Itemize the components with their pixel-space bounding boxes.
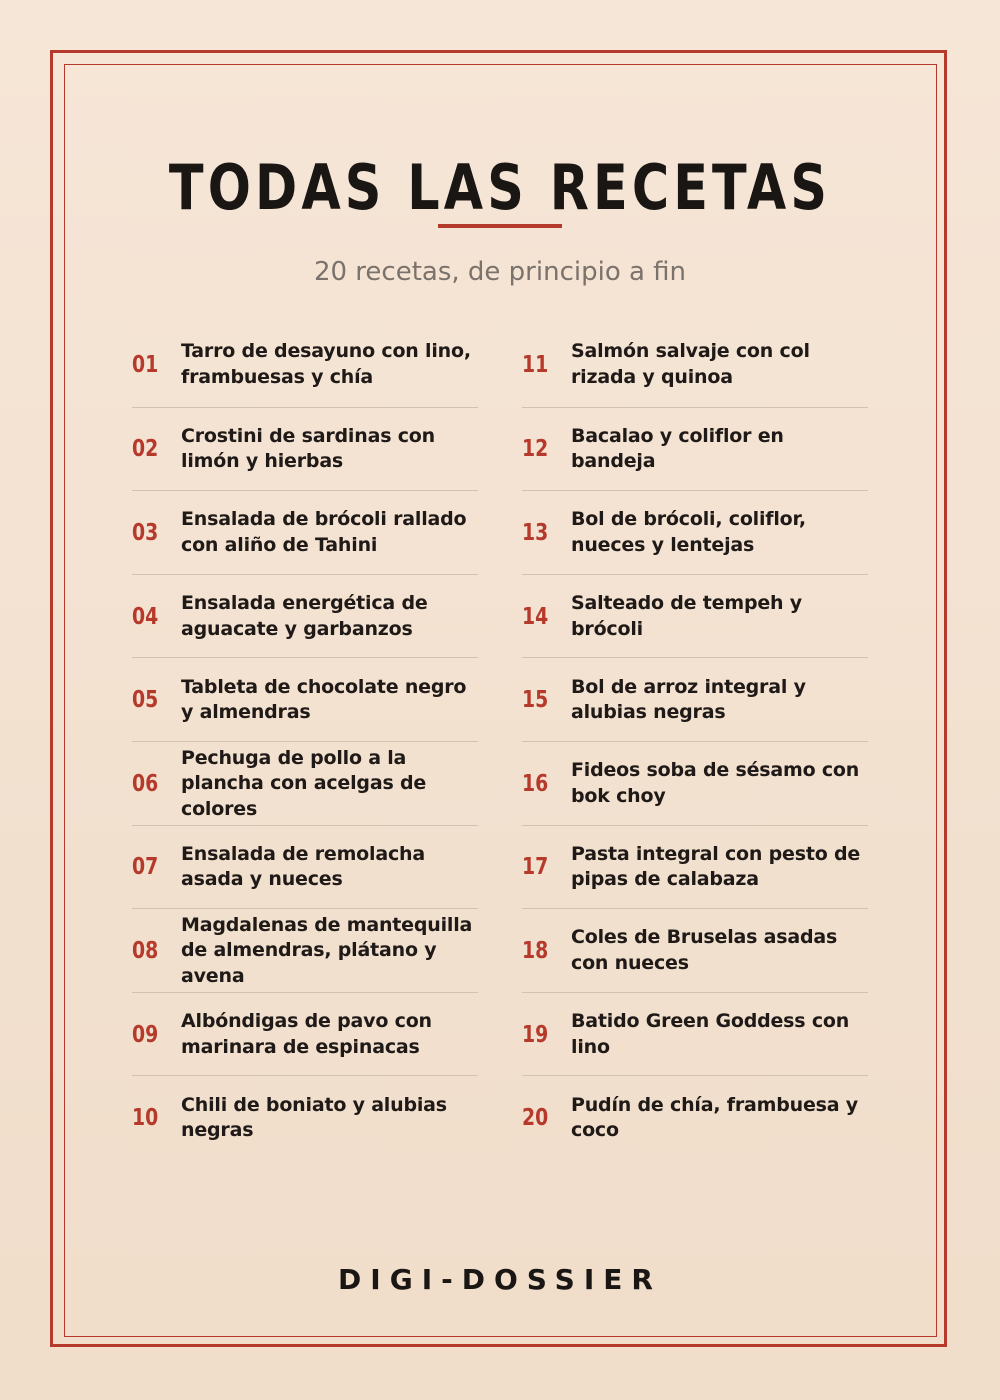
recipe-name: Pudín de chía, frambuesa y coco — [571, 1093, 858, 1142]
recipe-number: 13 — [522, 519, 549, 546]
recipe-name: Albóndigas de pavo con marinara de espinacas — [181, 1010, 432, 1058]
recipe-name: Salmón salvaje con col rizada y quinoa — [571, 340, 810, 388]
recipe-item — [132, 574, 478, 658]
recipe-number: 19 — [522, 1021, 549, 1048]
recipe-name: Ensalada de remolacha asada y nueces — [181, 842, 425, 891]
recipe-item — [522, 1075, 868, 1159]
recipe-item — [522, 992, 868, 1076]
recipe-list-left — [132, 323, 478, 1159]
recipe-name: Ensalada energética de aguacate y garbanzos — [181, 592, 428, 640]
recipe-number: 02 — [132, 436, 159, 463]
recipe-list-right — [522, 323, 868, 1159]
recipe-item — [132, 908, 478, 992]
recipe-name: Salteado de tempeh y brócoli — [571, 592, 802, 640]
recipe-name: Pechuga de pollo a la plancha con acelgas de colores — [181, 746, 427, 820]
recipe-name: Pasta integral con pesto de pipas de calabaza — [571, 842, 861, 891]
recipe-name: Bol de arroz integral y alubias negras — [571, 675, 806, 724]
recipe-item — [522, 574, 868, 658]
recipe-item — [522, 741, 868, 825]
recipe-name: Magdalenas de mantequilla de almendras, plátano y avena — [181, 913, 473, 987]
recipe-number: 05 — [132, 687, 159, 714]
recipe-name: Chili de boniato y alubias negras — [181, 1093, 447, 1142]
page-title: TODAS LAS RECETAS — [168, 151, 832, 224]
recipe-item — [132, 490, 478, 574]
page-subtitle: 20 recetas, de principio a fin — [313, 257, 687, 287]
recipe-name: Fideos soba de sésamo con bok choy — [571, 759, 860, 807]
recipe-item — [522, 908, 868, 992]
recipe-item — [132, 657, 478, 741]
recipe-number: 15 — [522, 687, 549, 714]
recipe-number: 10 — [132, 1105, 159, 1132]
recipe-number: 03 — [132, 519, 159, 546]
recipe-number: 18 — [522, 937, 549, 964]
recipe-name: Tarro de desayuno con lino, frambuesas y chía — [181, 340, 471, 388]
recipe-name: Bol de brócoli, coliflor, nueces y lentejas — [571, 508, 806, 556]
recipe-name: Batido Green Goddess con lino — [571, 1010, 850, 1058]
recipe-number: 14 — [522, 603, 549, 630]
recipe-number: 06 — [132, 770, 159, 797]
recipe-number: 16 — [522, 770, 549, 797]
recipe-item — [522, 490, 868, 574]
recipe-item — [132, 992, 478, 1076]
recipe-item — [522, 825, 868, 909]
recipe-name: Ensalada de brócoli rallado con aliño de Tahini — [181, 508, 467, 556]
recipe-item — [522, 407, 868, 491]
recipe-number: 09 — [132, 1021, 159, 1048]
recipe-item — [132, 825, 478, 909]
recipe-item — [132, 323, 478, 407]
recipe-name: Crostini de sardinas con limón y hierbas — [181, 424, 435, 473]
recipe-number: 11 — [522, 351, 549, 378]
recipe-number: 12 — [522, 436, 549, 463]
recipe-item — [522, 323, 868, 407]
brand-footer: DIGI-DOSSIER — [338, 1263, 662, 1296]
title-underline — [438, 224, 562, 228]
recipe-number: 07 — [132, 854, 159, 881]
recipe-item — [132, 741, 478, 825]
recipe-number: 01 — [132, 351, 159, 378]
recipe-item — [132, 407, 478, 491]
recipe-name: Bacalao y coliflor en bandeja — [571, 424, 784, 473]
recipe-item — [522, 657, 868, 741]
recipe-name: Coles de Bruselas asadas con nueces — [571, 926, 838, 974]
recipe-item — [132, 1075, 478, 1159]
recipe-number: 20 — [522, 1105, 549, 1132]
recipe-name: Tableta de chocolate negro y almendras — [181, 675, 467, 724]
recipe-number: 08 — [132, 937, 159, 964]
recipe-number: 17 — [522, 854, 549, 881]
recipe-number: 04 — [132, 603, 159, 630]
